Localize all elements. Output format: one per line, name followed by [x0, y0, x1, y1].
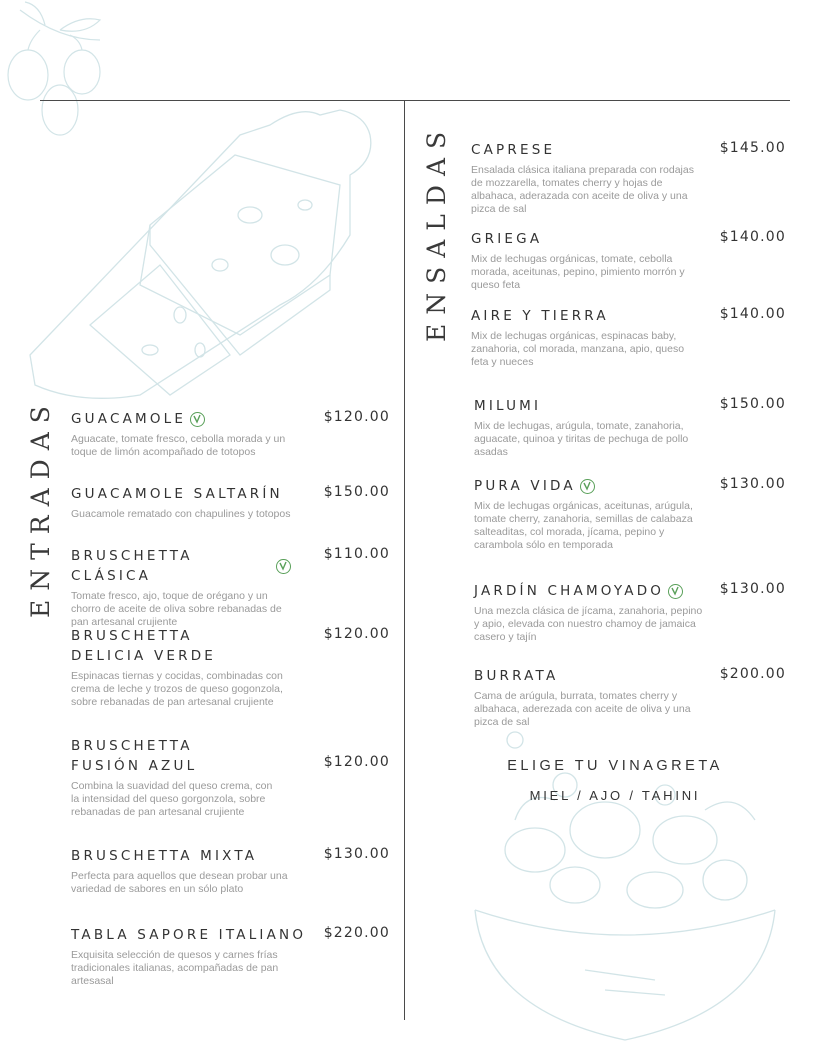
- item-price: $130.00: [719, 581, 786, 597]
- item-description: Ensalada clásica italiana preparada con rodajas de mozzarella, tomates cherry y hojas de albahaca, aderazada con aceite de oliva y una pizca de sal: [471, 164, 694, 215]
- salad-bowl-illustration: [455, 730, 795, 1050]
- menu-item: [471, 229, 691, 292]
- item-description: Guacamole rematado con chapulines y totopos: [71, 508, 291, 520]
- item-name: BRUSCHETTA CLÁSICA: [71, 548, 193, 584]
- menu-item: [71, 846, 291, 896]
- item-description: Mix de lechugas orgánicas, espinacas baby, zanahoria, col morada, manzana, apio, queso feta y nueces: [471, 330, 685, 368]
- item-name: GUACAMOLE: [71, 411, 187, 427]
- menu-item: [474, 476, 709, 552]
- menu-item: [71, 484, 291, 521]
- menu-item: [474, 666, 704, 729]
- vegetarian-v-icon: [276, 559, 291, 574]
- vinagreta-options: MIEL / AJO / TAHINI: [529, 788, 701, 803]
- cheese-board-illustration: [20, 105, 380, 405]
- olive-branch-illustration: [0, 0, 120, 140]
- item-description: Cama de arúgula, burrata, tomates cherry y albahaca, aderezada con aceite de oliva y una pizca de sal: [474, 690, 691, 728]
- menu-item: [71, 626, 291, 709]
- item-name: MILUMI: [474, 398, 542, 414]
- item-name: BRUSCHETTA FUSIÓN AZUL: [71, 738, 198, 774]
- menu-item: [474, 581, 709, 644]
- top-divider: [40, 100, 790, 101]
- item-description: Tomate fresco, ajo, toque de orégano y un chorro de aceite de oliva sobre rebanadas de pan artesanal crujiente: [71, 590, 282, 628]
- item-name: AIRE Y TIERRA: [471, 308, 609, 324]
- item-price: $145.00: [719, 140, 786, 156]
- item-price: $220.00: [323, 925, 390, 941]
- item-name: JARDÍN CHAMOYADO: [474, 583, 665, 599]
- item-name: BURRATA: [474, 668, 559, 684]
- menu-item: [471, 306, 696, 369]
- item-name: CAPRESE: [471, 142, 556, 158]
- item-price: $120.00: [323, 626, 390, 642]
- item-description: Exquisita selección de quesos y carnes frías tradicionales italianas, acompañadas de pan artesasal: [71, 949, 279, 987]
- vegetarian-v-icon: [668, 584, 683, 599]
- item-price: $120.00: [323, 754, 390, 770]
- item-price: $120.00: [323, 409, 390, 425]
- item-description: Mix de lechugas orgánicas, aceitunas, arúgula, tomate cherry, zanahoria, semillas de calabaza salteaditas, col morada, jícama, pepino y carambola sólo en temporada: [474, 500, 693, 551]
- item-name: BRUSCHETTA MIXTA: [71, 848, 258, 864]
- menu-item: [71, 925, 321, 988]
- item-price: $150.00: [323, 484, 390, 500]
- vegetarian-v-icon: [580, 479, 595, 494]
- menu-item: [471, 140, 706, 216]
- item-name: PURA VIDA: [474, 478, 576, 494]
- section-title-ensaladas: ENSALDAS: [422, 122, 451, 342]
- item-price: $110.00: [323, 546, 390, 562]
- item-price: $150.00: [719, 396, 786, 412]
- item-description: Perfecta para aquellos que desean probar una variedad de sabores en un sólo plato: [71, 870, 288, 895]
- item-price: $140.00: [719, 306, 786, 322]
- item-name: BRUSCHETTA DELICIA VERDE: [71, 628, 217, 664]
- column-divider: [404, 100, 405, 1020]
- item-price: $200.00: [719, 666, 786, 682]
- item-description: Aguacate, tomate fresco, cebolla morada y un toque de limón acompañado de totopos: [71, 433, 286, 458]
- menu-item: [71, 736, 291, 819]
- item-description: Mix de lechugas orgánicas, tomate, cebolla morada, aceitunas, pepino, pimiento morrón y queso feta: [471, 253, 685, 291]
- menu-item: [71, 409, 291, 459]
- item-name: GUACAMOLE SALTARÍN: [71, 486, 283, 502]
- item-name: GRIEGA: [471, 231, 543, 247]
- item-name: TABLA SAPORE ITALIANO: [71, 927, 307, 943]
- section-title-entradas: ENTRADAS: [26, 397, 55, 618]
- vinagreta-title: ELIGE TU VINAGRETA: [507, 758, 723, 774]
- item-description: Mix de lechugas, arúgula, tomate, zanahoria, aguacate, quinoa y tiritas de pechuga de pollo asadas: [474, 420, 689, 458]
- item-description: Una mezcla clásica de jícama, zanahoria, pepino y apio, elevada con nuestro chamoy de jamaica casero y tajín: [474, 605, 703, 643]
- item-description: Espinacas tiernas y cocidas, combinadas con crema de leche y trozos de queso gogonzola, sobre rebanadas de pan artesanal crujiente: [71, 670, 283, 708]
- item-price: $130.00: [323, 846, 390, 862]
- item-description: Combina la suavidad del queso crema, con la intensidad del queso gorgonzola, sobre rebanadas de pan artesanal crujiente: [71, 780, 273, 818]
- menu-item: [71, 546, 291, 629]
- item-price: $140.00: [719, 229, 786, 245]
- vegetarian-v-icon: [190, 412, 205, 427]
- menu-item: [474, 396, 699, 459]
- item-price: $130.00: [719, 476, 786, 492]
